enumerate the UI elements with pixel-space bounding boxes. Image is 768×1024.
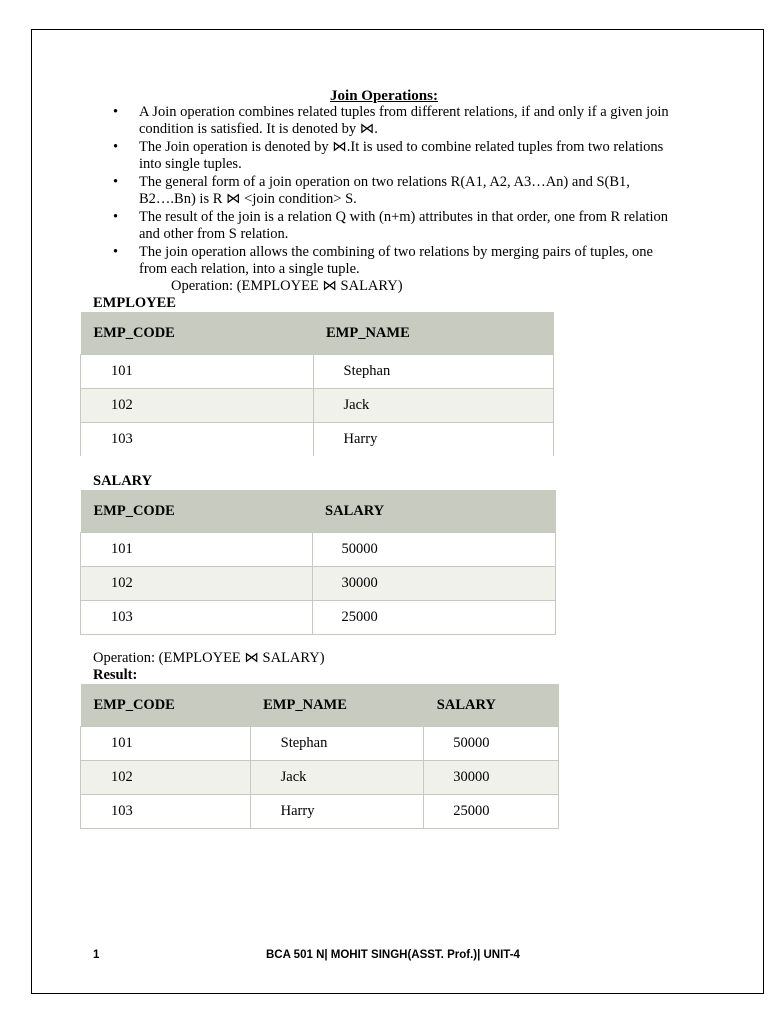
column-header: EMP_NAME — [250, 684, 424, 727]
table-cell: 30000 — [312, 567, 555, 601]
column-header: EMP_CODE — [81, 312, 314, 355]
table-row — [81, 567, 556, 601]
table-cell: 102 — [81, 761, 251, 795]
table-cell: 50000 — [424, 727, 559, 761]
employee-table — [80, 312, 554, 456]
table-cell: Harry — [250, 795, 424, 829]
footer-course-info: BCA 501 N| MOHIT SINGH(ASST. Prof.)| UNIT-4 — [266, 949, 520, 961]
table-cell: Stephan — [313, 355, 554, 389]
table-row — [81, 761, 559, 795]
bullet-item: • The Join operation is denoted by ⋈.It is used to combine related tuples from two relations into single tuples. — [113, 139, 673, 173]
salary-table-label: SALARY — [93, 473, 153, 489]
table-row — [81, 601, 556, 635]
bullet-item: • The result of the join is a relation Q with (n+m) attributes in that order, one from R relation and other from S relation. — [113, 209, 673, 243]
table-header-row — [81, 490, 556, 533]
employee-table-label: EMPLOYEE — [93, 295, 176, 311]
table-row — [81, 533, 556, 567]
table-cell: Jack — [313, 389, 554, 423]
table-cell: 101 — [81, 727, 251, 761]
bullet-list — [113, 104, 673, 279]
table-header-row — [81, 312, 554, 355]
table-cell: 101 — [81, 533, 313, 567]
table-cell: 25000 — [312, 601, 555, 635]
table-cell: Jack — [250, 761, 424, 795]
table-row — [81, 795, 559, 829]
table-cell: Stephan — [250, 727, 424, 761]
table-cell: 30000 — [424, 761, 559, 795]
table-row — [81, 423, 554, 457]
table-header-row — [81, 684, 559, 727]
table-cell: 102 — [81, 389, 314, 423]
table-row — [81, 355, 554, 389]
result-table — [80, 684, 559, 829]
page-number: 1 — [93, 949, 100, 961]
bullet-item: • A Join operation combines related tuples from different relations, if and only if a given join condition is satisfied. It is denoted by ⋈. — [113, 104, 673, 138]
table-cell: 101 — [81, 355, 314, 389]
column-header: SALARY — [424, 684, 559, 727]
column-header: EMP_CODE — [81, 684, 251, 727]
column-header: EMP_NAME — [313, 312, 554, 355]
table-cell: 103 — [81, 795, 251, 829]
column-header: EMP_CODE — [81, 490, 313, 533]
table-cell: 102 — [81, 567, 313, 601]
bullet-item: • The general form of a join operation on two relations R(A1, A2, A3…An) and S(B1, B2….Bn) is R ⋈ <join condition> S. — [113, 174, 673, 208]
result-table-label: Result: — [93, 667, 138, 683]
table-cell: 103 — [81, 423, 314, 457]
column-header: SALARY — [312, 490, 555, 533]
table-row — [81, 727, 559, 761]
operation-caption: Operation: (EMPLOYEE ⋈ SALARY) — [171, 278, 403, 294]
table-cell: 25000 — [424, 795, 559, 829]
table-cell: 103 — [81, 601, 313, 635]
salary-table — [80, 490, 556, 635]
bullet-item: • The join operation allows the combining of two relations by merging pairs of tuples, one from each relation, into a single tuple. — [113, 244, 673, 278]
table-cell: Harry — [313, 423, 554, 457]
operation-caption-result: Operation: (EMPLOYEE ⋈ SALARY) — [93, 650, 325, 666]
page-title: Join Operations: — [330, 88, 438, 104]
table-cell: 50000 — [312, 533, 555, 567]
table-row — [81, 389, 554, 423]
